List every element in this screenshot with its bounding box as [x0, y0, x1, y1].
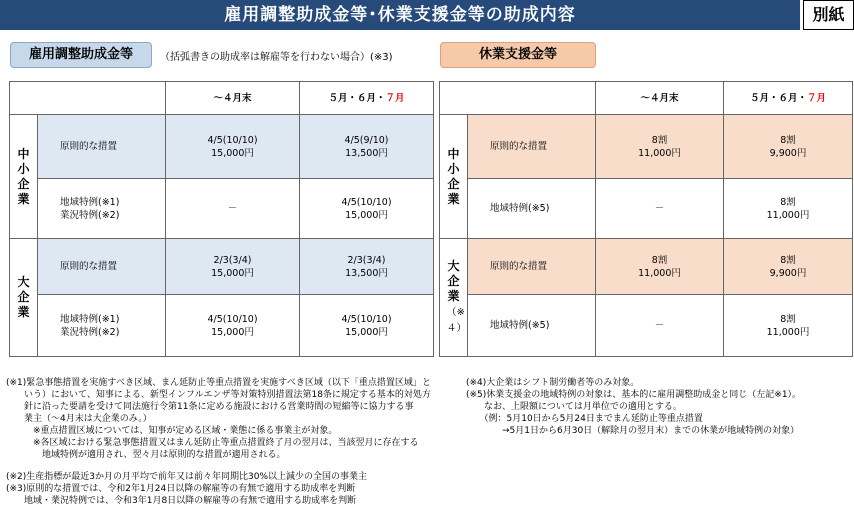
table-header-row: [440, 82, 853, 115]
note-line: [6, 461, 431, 471]
row-label: 地域特例(※5): [468, 179, 596, 239]
table-row: [10, 295, 434, 357]
large-label: 大企業（※４）: [440, 239, 468, 357]
page-title: 雇用調整助成金等･休業支援金等の助成内容: [224, 5, 576, 25]
cell-value: －: [596, 179, 724, 239]
cell-value: 2/3(3/4) 15,000円: [166, 239, 300, 295]
table-row: [440, 115, 853, 179]
col-header-may-jul: ５月・６月・７月: [300, 82, 434, 115]
note-line: ※重点措置区域については、知事が定める区域・業態に係る事業主が対象。: [6, 426, 338, 436]
note-line: (※1)緊急事態措置を実施すべき区域、まん延防止等重点措置を実施すべき区域（以下「重点措置区域」と: [6, 378, 431, 388]
cell-value: 4/5(10/10) 15,000円: [166, 295, 300, 357]
cell-value: －: [596, 295, 724, 357]
note-line: →5月1日から6月30日（解除月の翌月末）までの休業が地域特例の対象）: [466, 426, 800, 436]
row-label: 地域特例(※5): [468, 295, 596, 357]
title-banner: [0, 0, 800, 30]
note-line: 地域特例が適用され、翌々月は原則的な措置が適用される。: [6, 450, 286, 460]
note-line: 業主（～4月末は大企業のみ。）: [6, 414, 152, 424]
notes-left: [6, 377, 431, 507]
note-line: ※各区域における緊急事態措置又はまん延防止等重点措置終了月の翌月は、当該翌月に存在する: [6, 438, 419, 448]
note-line: なお、上限額については月単位での適用とする。: [466, 402, 682, 412]
cell-value: 4/5(9/10) 13,500円: [300, 115, 434, 179]
table-row: [440, 179, 853, 239]
support-table: [439, 81, 853, 357]
note-line: 針に沿った要請を受けて同法施行令第11条に定める施設における営業時間の短縮等に協力する事: [6, 402, 414, 412]
table-row: [10, 239, 434, 295]
note-line: (※2)生産指標が最近3か月の月平均で前年又は前々年同期比30%以上減少の全国の事業主: [6, 472, 368, 482]
table-row: [440, 239, 853, 295]
cell-value: 8割 9,900円: [724, 239, 853, 295]
sme-label: 中小企業: [440, 115, 468, 239]
cell-value: 4/5(10/10) 15,000円: [300, 295, 434, 357]
appendix-tag: 別紙: [803, 0, 854, 30]
corner-cell: [440, 82, 596, 115]
cell-value: 8割 11,000円: [724, 295, 853, 357]
corner-cell: [10, 82, 166, 115]
cell-value: 8割 9,900円: [724, 115, 853, 179]
table-row: [10, 115, 434, 179]
cell-value: 4/5(10/10) 15,000円: [166, 115, 300, 179]
table-header-row: [10, 82, 434, 115]
large-label: 大企業: [10, 239, 38, 357]
cell-value: 2/3(3/4) 13,500円: [300, 239, 434, 295]
col-header-april: ～４月末: [166, 82, 300, 115]
note-line: いう）において、知事による、新型インフルエンザ等対策特別措置法第18条に規定する基本的対処方: [6, 390, 431, 400]
note-line: (※3)原則的な措置では、令和2年1月24日以降の解雇等の有無で適用する助成率を判断: [6, 484, 356, 494]
col-header-april: ～４月末: [596, 82, 724, 115]
cell-value: 8割 11,000円: [596, 115, 724, 179]
row-label: 原則的な措置: [38, 115, 166, 179]
cell-value: －: [166, 179, 300, 239]
subsidy-rate-note: （括弧書きの助成率は解雇等を行わない場合）(※3): [160, 52, 393, 63]
sme-label: 中小企業: [10, 115, 38, 239]
row-label: 原則的な措置: [38, 239, 166, 295]
note-line: （例：5月10日から5月24日までまん延防止等重点措置: [466, 414, 703, 424]
row-label: 原則的な措置: [468, 115, 596, 179]
row-label: 地域特例(※1) 業況特例(※2): [38, 179, 166, 239]
cell-value: 8割 11,000円: [596, 239, 724, 295]
note-line: (※5)休業支援金の地域特例の対象は、基本的に雇用調整助成金と同じ（左記※1）。: [466, 390, 802, 400]
row-label: 原則的な措置: [468, 239, 596, 295]
cell-value: 4/5(10/10) 15,000円: [300, 179, 434, 239]
support-section-label: 休業支援金等: [440, 42, 596, 68]
row-label: 地域特例(※1) 業況特例(※2): [38, 295, 166, 357]
col-header-may-jul: ５月・６月・７月: [724, 82, 853, 115]
note-line: (※4)大企業はシフト制労働者等のみ対象。: [466, 378, 640, 388]
cell-value: 8割 11,000円: [724, 179, 853, 239]
table-row: [440, 295, 853, 357]
note-line: 地域・業況特例では、令和3年1月8日以降の解雇等の有無で適用する助成率を判断: [6, 496, 357, 506]
table-row: [10, 179, 434, 239]
subsidy-table: [9, 81, 434, 357]
subsidy-section-label: 雇用調整助成金等: [10, 42, 152, 68]
notes-right: [466, 377, 801, 437]
